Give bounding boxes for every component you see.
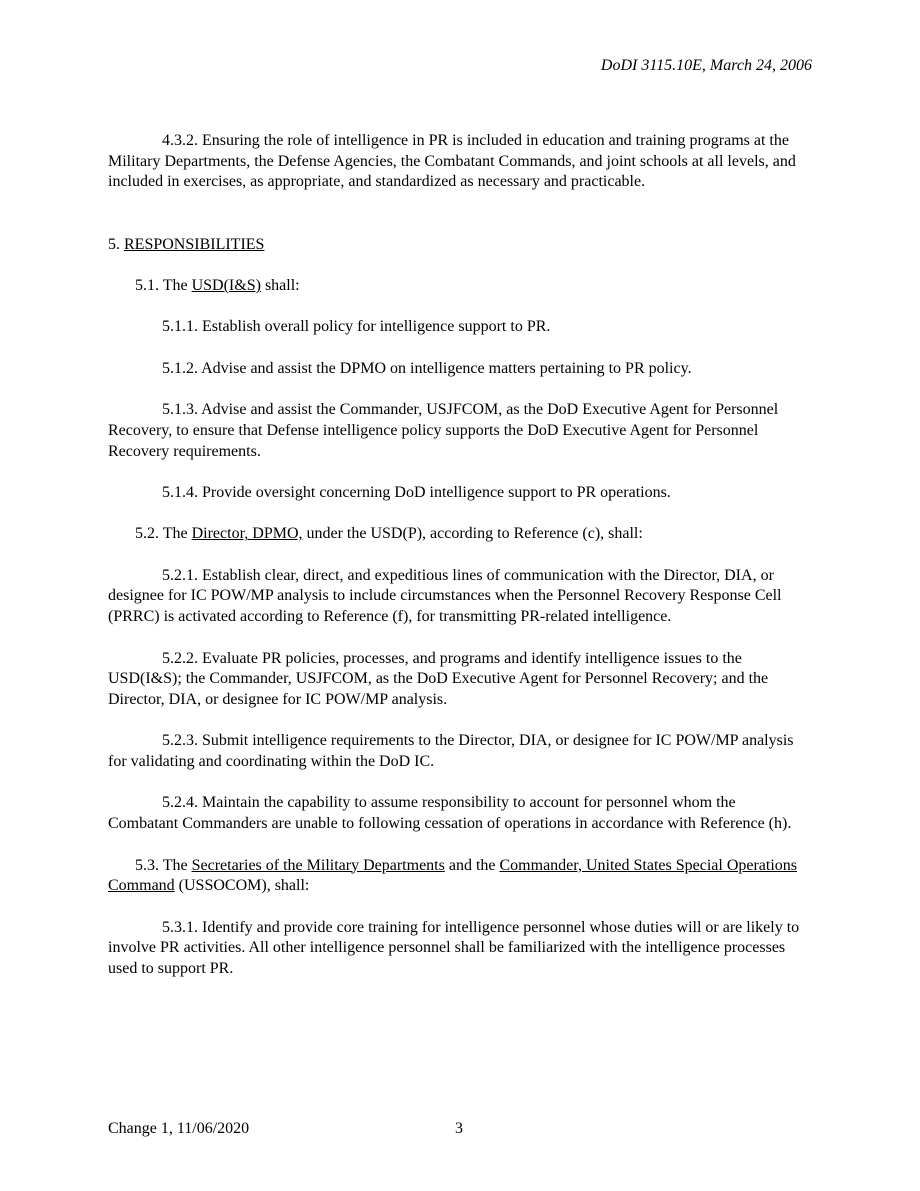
paragraph-4-3-2: 4.3.2. Ensuring the role of intelligence in PR is included in education and training programs at the Military Departments, the Defense Agencies, the Combatant Commands, and joint schools at all levels, and included in exercises, as appropriate, and standardized as necessary and practicable.	[108, 132, 796, 191]
text: under the USD(P), according to Reference (c), shall:	[302, 525, 643, 543]
footer-change: Change 1, 11/06/2020	[108, 1120, 250, 1137]
paragraph-5-2-3: 5.2.3. Submit intelligence requirements to the Director, DIA, or designee for IC POW/MP analysis for validating and coordinating within the DoD IC.	[108, 732, 794, 771]
underlined-term: Commander, United States Special Operations Command	[108, 856, 798, 895]
section-title: RESPONSIBILITIES	[124, 235, 265, 253]
text: 5.1. The	[135, 277, 192, 294]
paragraph-5-1	[108, 276, 808, 297]
text: 5.3. The	[135, 856, 192, 874]
paragraph-5-2-2: 5.2.2. Evaluate PR policies, processes, and programs and identify intelligence issues to the USD(I&S); the Commander, USJFCOM, as the DoD Executive Agent for Personnel Recovery; and the Director, DIA, or designee for IC POW/MP analysis.	[108, 649, 769, 708]
paragraph-5-2-4: 5.2.4. Maintain the capability to assume responsibility to account for personnel whom the Combatant Commanders are unable to following cessation of operations in accordance with Reference (h).	[108, 794, 792, 833]
paragraph-5-1-4: 5.1.4. Provide oversight concerning DoD intelligence support to PR operations.	[162, 483, 671, 501]
paragraph-5-3	[108, 856, 808, 897]
text: 5.2. The	[135, 525, 192, 543]
paragraph-5-1-1: 5.1.1. Establish overall policy for intelligence support to PR.	[162, 318, 551, 336]
paragraph-5-2-1: 5.2.1. Establish clear, direct, and expeditious lines of communication with the Director, DIA, or designee for IC POW/MP analysis to include circumstances when the Personnel Recovery Response Cell (PRRC) is activated according to Reference (f), for transmitting PR-related intelligence.	[108, 566, 782, 626]
section-number: 5.	[108, 235, 124, 253]
paragraph-5-2	[108, 524, 808, 545]
header-doc-ref: DoDI 3115.10E, March 24, 2006	[600, 57, 812, 74]
paragraph-5-1-3: 5.1.3. Advise and assist the Commander, USJFCOM, as the DoD Executive Agent for Personnel Recovery, to ensure that Defense intelligence policy supports the DoD Executive Agent for Personnel Recovery requirements.	[108, 401, 779, 460]
text: and the	[444, 856, 500, 874]
underlined-term: Secretaries of the Military Departments	[191, 856, 445, 874]
text: (USSOCOM), shall:	[174, 877, 310, 895]
text: shall:	[260, 277, 300, 294]
footer-page-number: 3	[455, 1120, 463, 1137]
underlined-term: Director, DPMO,	[191, 525, 303, 543]
section-5-heading	[108, 235, 808, 256]
paragraph-5-3-1: 5.3.1. Identify and provide core training for intelligence personnel whose duties will or are likely to involve PR activities. All other intelligence personnel shall be familiarized with the intelligence processes used to support PR.	[108, 918, 800, 978]
underlined-term: USD(I&S)	[191, 277, 261, 294]
document-body	[108, 131, 808, 980]
paragraph-5-1-2: 5.1.2. Advise and assist the DPMO on intelligence matters pertaining to PR policy.	[162, 359, 692, 377]
